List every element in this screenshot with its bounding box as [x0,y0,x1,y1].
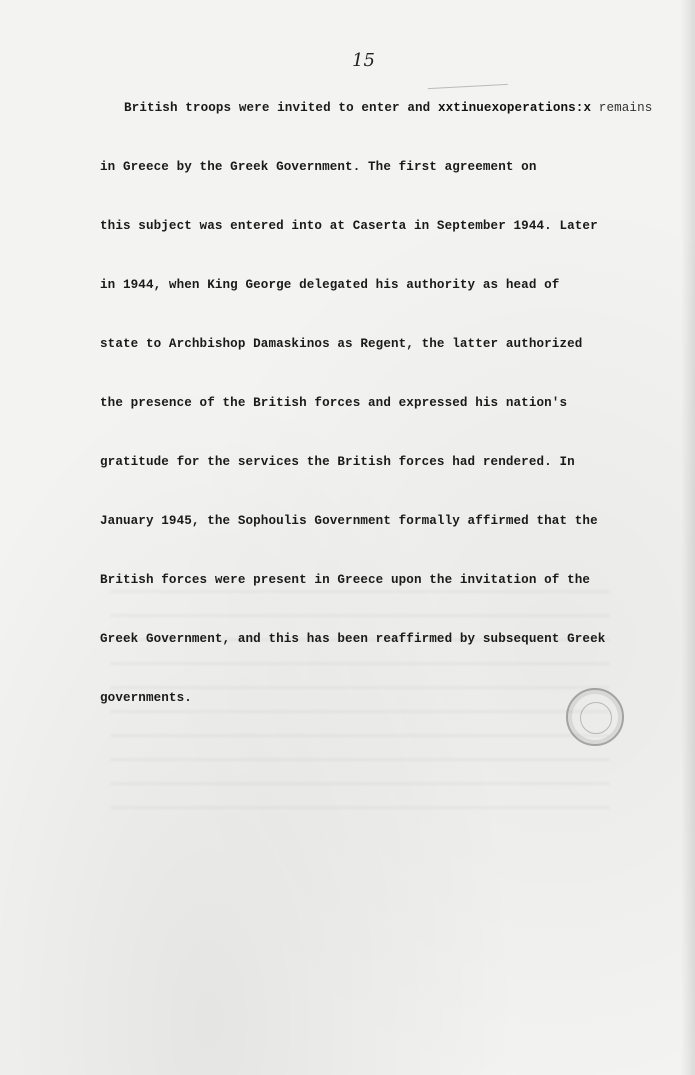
text-line: in Greece by the Greek Government. The first agreement on [100,160,537,174]
text-line: the presence of the British forces and expressed his nation's [100,396,568,410]
text-line: British forces were present in Greece upon the invitation of the [100,573,591,587]
page-edge-shadow [681,0,695,1075]
archive-stamp [566,688,624,746]
text-line: governments. [100,691,192,705]
body-text [100,98,660,747]
text-line: this subject was entered into at Caserta in September 1944. Later [100,219,598,233]
text-line: January 1945, the Sophoulis Government formally affirmed that the [100,514,598,528]
struck-out-text: xxtinuexoperations:x [437,101,592,115]
text-line [124,98,684,157]
text-line: state to Archbishop Damaskinos as Regent, the latter authorized [100,337,583,351]
text-line: Greek Government, and this has been reaffirmed by subsequent Greek [100,632,606,646]
archive-stamp-inner-ring [580,702,612,734]
text-line-end: remains [591,101,653,115]
text-line: in 1944, when King George delegated his authority as head of [100,278,560,292]
text-line-start: British troops were invited to enter and [124,101,438,115]
text-line: gratitude for the services the British forces had rendered. In [100,455,575,469]
pencil-mark [428,84,508,95]
page-number: 15 [352,50,375,71]
